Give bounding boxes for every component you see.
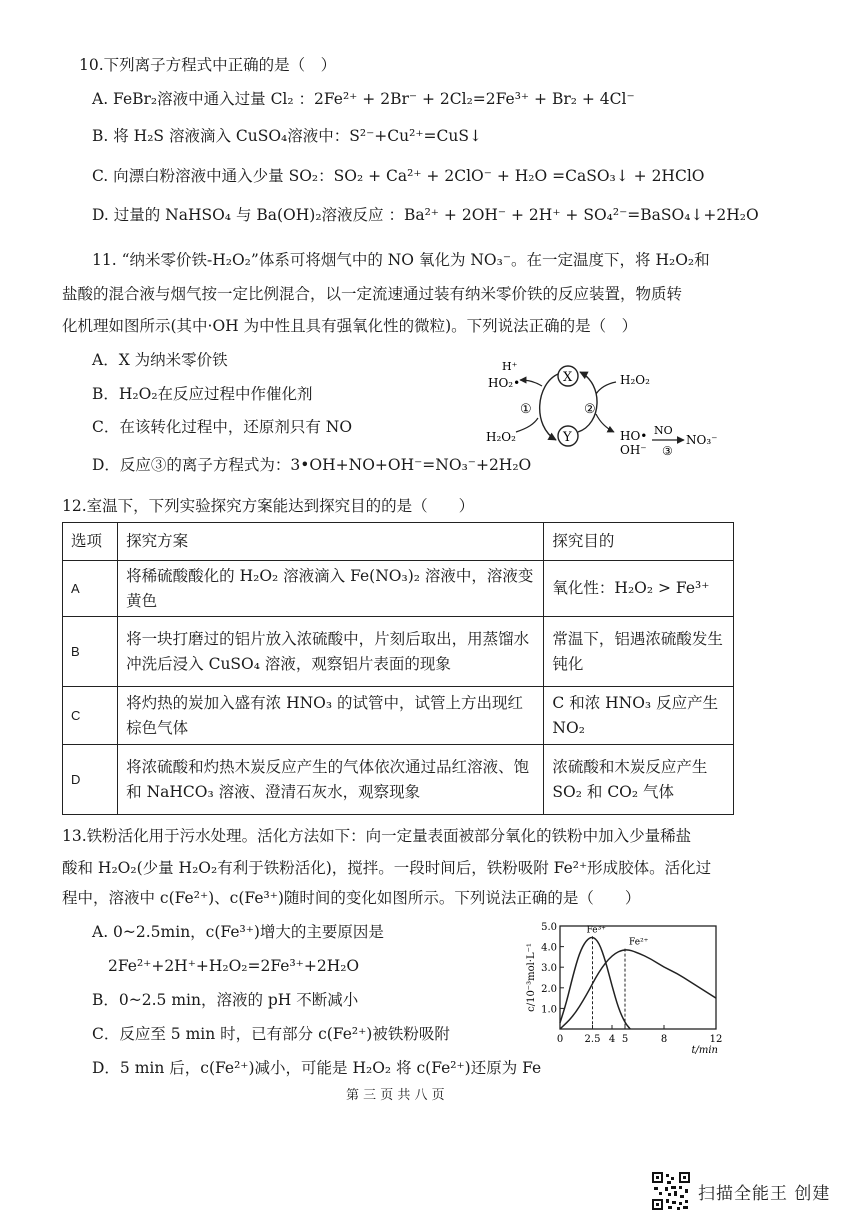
q10-option-c: C. 向漂白粉溶液中通入少量 SO₂：SO₂ + Ca²⁺ + 2ClO⁻ + H₂O =CaSO₃↓ + 2HClO [92,167,705,185]
x-tick-label: 8 [660,1034,668,1045]
x-tick-label: 2.5 [584,1034,601,1045]
row-c-option: C [63,687,118,745]
q13-option-a-line1: A. 0~2.5min，c(Fe³⁺)增大的主要原因是 [92,923,384,941]
diagram-no3-product: NO₃⁻ [686,433,718,447]
series-label: Fe³⁺ [586,925,606,936]
diagram-oh-minus: OH⁻ [620,443,647,457]
x-tick-label: 5 [621,1034,629,1045]
series-label: Fe²⁺ [629,937,649,948]
diagram-ho-radical: HO• [620,429,648,443]
x-tick-label: 12 [709,1034,723,1045]
diagram-right-out [596,414,614,432]
q11-stem-line1: 11. “纳米零价铁-H₂O₂”体系可将烟气中的 NO 氧化为 NO₃⁻。在一定温度下，将 H₂O₂和 [92,251,710,269]
x-tick-label: 0 [556,1034,564,1045]
q11-mechanism-diagram [480,356,720,466]
scanner-label: 扫描全能王 创建 [698,1183,831,1204]
diagram-step1: ① [520,402,532,417]
row-b-option: B [63,617,118,687]
q11-stem-line2: 盐酸的混合液与烟气按一定比例混合，以一定流速通过装有纳米零价铁的反应装置，物质转 [62,285,683,303]
q11-option-b: B．H₂O₂在反应过程中作催化剂 [92,385,313,403]
q13-option-c: C．反应至 5 min 时，已有部分 c(Fe²⁺)被铁粉吸附 [92,1025,450,1043]
x-tick-label: 4 [608,1034,616,1045]
row-b-goal: 常温下，铝遇浓硫酸发生钝化 [544,617,734,687]
diagram-h2o2-left: H₂O₂ [486,430,516,444]
y-tick-label: 4.0 [541,942,557,954]
row-d-option: D [63,745,118,815]
diagram-step2: ② [584,402,596,417]
y-axis-label: c/10⁻³mol·L⁻¹ [526,943,537,1012]
row-d-plan: 将浓硫酸和灼热木炭反应产生的气体依次通过品红溶液、饱和 NaHCO₃ 溶液、澄清石灰水，观察现象 [118,745,544,815]
row-a-plan: 将稀硫酸酸化的 H₂O₂ 溶液滴入 Fe(NO₃)₂ 溶液中，溶液变黄色 [118,561,544,617]
table-row [63,617,734,687]
q10-stem: 10.下列离子方程式中正确的是（ ） [79,56,337,74]
table-row [63,561,734,617]
diagram-left-branch [520,380,542,386]
y-tick-label: 2.0 [541,983,557,995]
row-a-goal: 氧化性：H₂O₂ > Fe³⁺ [544,561,734,617]
diagram-no-label: NO [654,424,673,437]
row-c-plan: 将灼热的炭加入盛有浓 HNO₃ 的试管中，试管上方出现红棕色气体 [118,687,544,745]
diagram-left-in [516,418,538,432]
q10-option-a: A. FeBr₂溶液中通入过量 Cl₂ ：2Fe²⁺ + 2Br⁻ + 2Cl₂=2Fe³⁺ + Br₂ + 4Cl⁻ [92,90,635,108]
row-a-option: A [63,561,118,617]
diagram-node-y-label: Y [563,430,572,445]
q10-option-d: D. 过量的 NaHSO₄ 与 Ba(OH)₂溶液反应 ：Ba²⁺ + 2OH⁻ + 2H⁺ + SO₄²⁻=BaSO₄↓+2H₂O [92,206,759,224]
row-b-plan: 将一块打磨过的铝片放入浓硫酸中，片刻后取出，用蒸馏水冲洗后浸入 CuSO₄ 溶液，观察铝片表面的现象 [118,617,544,687]
header-goal: 探究目的 [544,523,734,561]
scanner-watermark [652,1172,830,1210]
diagram-h-plus: H⁺ [502,360,518,373]
diagram-ho2-radical: HO₂• [488,376,521,390]
y-tick-label: 1.0 [541,1004,557,1016]
q13-option-d: D．5 min 后，c(Fe²⁺)减小，可能是 H₂O₂ 将 c(Fe²⁺)还原为 Fe [92,1059,542,1077]
q13-stem-line3: 程中，溶液中 c(Fe²⁺)、c(Fe³⁺)随时间的变化如图所示。下列说法正确的是（ ） [62,889,641,907]
q13-stem-line2: 酸和 H₂O₂(少量 H₂O₂有利于铁粉活化)，搅拌。一段时间后，铁粉吸附 Fe²⁺形成胶体。活化过 [62,859,712,877]
q11-option-d: D．反应③的离子方程式为：3•OH+NO+OH⁻=NO₃⁻+2H₂O [92,456,532,474]
y-tick-label: 5.0 [541,922,557,933]
diagram-right-in [596,382,616,394]
row-d-goal: 浓硫酸和木炭反应产生 SO₂ 和 CO₂ 气体 [544,745,734,815]
qr-code-icon [652,1172,690,1210]
q11-stem-line3: 化机理如图所示(其中·OH 为中性且具有强氧化性的微粒)。下列说法正确的是（ ） [62,317,638,335]
row-c-goal: C 和浓 HNO₃ 反应产生 NO₂ [544,687,734,745]
q12-table [62,522,734,815]
diagram-h2o2-right: H₂O₂ [620,373,650,387]
diagram-left-arc [540,374,558,440]
table-row [63,687,734,745]
q11-option-c: C．在该转化过程中，还原剂只有 NO [92,418,353,436]
series-fe2-line [560,950,716,1029]
diagram-step3: ③ [662,444,673,458]
y-tick-label: 3.0 [541,963,557,975]
table-row [63,745,734,815]
table-header-row [63,523,734,561]
q13-option-b: B．0~2.5 min，溶液的 pH 不断减小 [92,991,359,1009]
header-plan: 探究方案 [118,523,544,561]
q12-stem: 12.室温下，下列实验探究方案能达到探究目的的是（ ） [62,497,475,515]
q13-option-a-equation: 2Fe²⁺+2H⁺+H₂O₂=2Fe³⁺+2H₂O [108,957,360,975]
q13-concentration-chart [520,916,745,1061]
page-number: 第 三 页 共 八 页 [346,1088,445,1103]
x-axis-label: t/min [691,1045,718,1056]
header-option: 选项 [63,523,118,561]
q13-stem-line1: 13.铁粉活化用于污水处理。活化方法如下：向一定量表面被部分氧化的铁粉中加入少量稀盐 [62,827,692,845]
q11-option-a: A．X 为纳米零价铁 [92,351,228,369]
diagram-node-x-label: X [563,370,573,385]
q10-option-b: B. 将 H₂S 溶液滴入 CuSO₄溶液中：S²⁻+Cu²⁺=CuS↓ [92,127,482,145]
